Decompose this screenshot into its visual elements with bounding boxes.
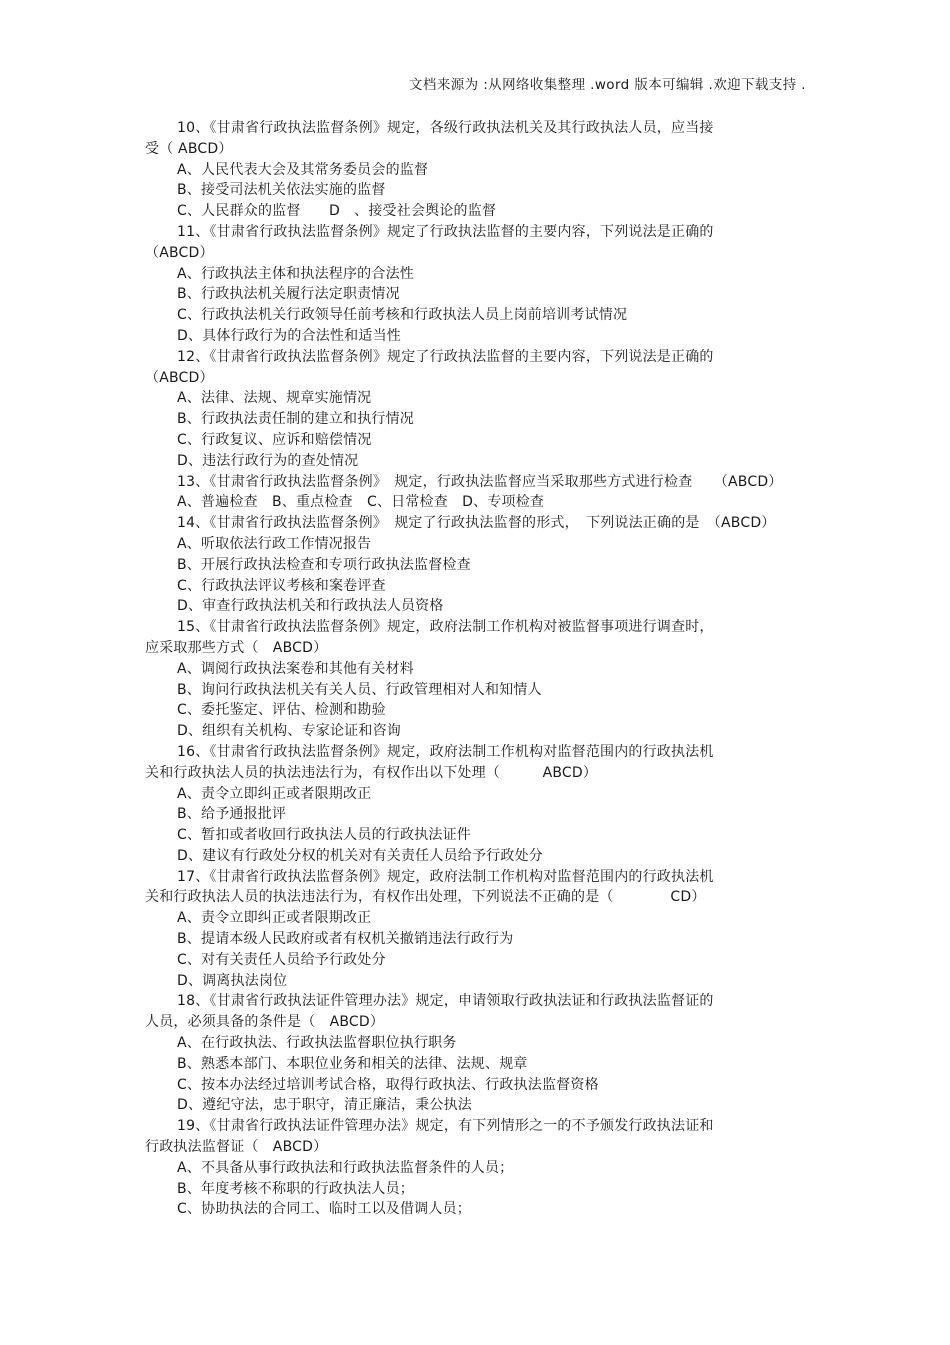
answer-option-line: B、行政执法责任制的建立和执行情况 xyxy=(177,411,415,428)
document-body xyxy=(145,118,783,1220)
answer-option-line: A、不具备从事行政执法和行政执法监督条件的人员； xyxy=(177,1159,514,1176)
question-continuation-line: 行政执法监督证（ ABCD） xyxy=(145,1139,328,1156)
question-line: 18、《甘肃省行政执法证件管理办法》规定，申请领取行政执法证和行政执法监督证的 xyxy=(177,993,714,1010)
answer-option-line: C、人民群众的监督 D 、接受社会舆论的监督 xyxy=(177,203,497,220)
answer-option-line: C、行政执法机关行政领导任前考核和行政执法人员上岗前培训考试情况 xyxy=(177,307,628,324)
answer-option-line: B、给予通报批评 xyxy=(177,806,287,823)
answer-option-line: B、接受司法机关依法实施的监督 xyxy=(177,182,386,199)
question-continuation-line: 人员，必须具备的条件是（ ABCD） xyxy=(145,1014,385,1031)
question-line: 13、《甘肃省行政执法监督条例》 规定，行政执法监督应当采取那些方式进行检查 （ABCD） xyxy=(177,473,783,490)
question-line: 15、《甘肃省行政执法监督条例》规定，政府法制工作机构对被监督事项进行调查时， xyxy=(177,619,714,636)
question-continuation-line: 应采取那些方式（ ABCD） xyxy=(145,639,328,656)
answer-option-line: C、对有关责任人员给予行政处分 xyxy=(177,951,386,968)
question-line: 16、《甘肃省行政执法监督条例》规定，政府法制工作机构对监督范围内的行政执法机 xyxy=(177,743,714,760)
answer-option-line: A、在行政执法、行政执法监督职位执行职务 xyxy=(177,1035,457,1052)
answer-option-line: A、法律、法规、规章实施情况 xyxy=(177,390,372,407)
question-continuation-line: （ABCD） xyxy=(145,244,214,261)
answer-option-line: B、开展行政执法检查和专项行政执法监督检查 xyxy=(177,556,471,573)
question-continuation-line: 关和行政执法人员的执法违法行为，有权作出处理，下列说法不正确的是（ CD） xyxy=(145,889,706,906)
answer-option-line: D、审查行政执法机关和行政执法人员资格 xyxy=(177,598,444,615)
question-continuation-line: 关和行政执法人员的执法违法行为，有权作出以下处理（ ABCD） xyxy=(145,764,598,781)
answer-option-line: C、按本办法经过培训考试合格，取得行政执法、行政执法监督资格 xyxy=(177,1076,599,1093)
question-line: 12、《甘肃省行政执法监督条例》规定了行政执法监督的主要内容，下列说法是正确的 xyxy=(177,348,714,365)
answer-option-line: C、委托鉴定、评估、检测和勘验 xyxy=(177,702,386,719)
question-line: 11、《甘肃省行政执法监督条例》规定了行政执法监督的主要内容，下列说法是正确的 xyxy=(177,223,714,240)
answer-option-line: B、熟悉本部门、本职位业务和相关的法律、法规、规章 xyxy=(177,1055,528,1072)
answer-option-line: D、遵纪守法，忠于职守，清正廉洁，秉公执法 xyxy=(177,1097,472,1114)
answer-option-line: C、协助执法的合同工、临时工以及借调人员； xyxy=(177,1201,471,1218)
answer-option-line: A、人民代表大会及其常务委员会的监督 xyxy=(177,161,429,178)
answer-option-line: B、行政执法机关履行法定职责情况 xyxy=(177,286,400,303)
answer-option-line: D、具体行政行为的合法性和适当性 xyxy=(177,327,401,344)
answer-option-line: D、违法行政行为的查处情况 xyxy=(177,452,359,469)
answer-option-line: A、调阅行政执法案卷和其他有关材料 xyxy=(177,660,414,677)
answer-option-line: C、行政复议、应诉和赔偿情况 xyxy=(177,431,372,448)
answer-option-line: A、听取依法行政工作情况报告 xyxy=(177,535,372,552)
answer-option-line: C、暂扣或者收回行政执法人员的行政执法证件 xyxy=(177,827,471,844)
answer-option-line: B、年度考核不称职的行政执法人员； xyxy=(177,1180,415,1197)
answer-option-line: C、行政执法评议考核和案卷评查 xyxy=(177,577,386,594)
question-line: 10、《甘肃省行政执法监督条例》规定，各级行政执法机关及其行政执法人员，应当接 xyxy=(177,120,714,136)
answer-option-line: D、组织有关机构、专家论证和咨询 xyxy=(177,723,401,740)
answer-option-line: B、询问行政执法机关有关人员、行政管理相对人和知情人 xyxy=(177,681,542,698)
question-line: 19、《甘肃省行政执法证件管理办法》规定，有下列情形之一的不予颁发行政执法证和 xyxy=(177,1118,714,1135)
question-continuation-line: 受（ ABCD） xyxy=(145,140,233,157)
answer-option-line: A、普遍检查 B、重点检查 C、日常检查 D、专项检查 xyxy=(177,494,545,511)
question-line: 14、《甘肃省行政执法监督条例》 规定了行政执法监督的形式， 下列说法正确的是 （ABCD） xyxy=(177,515,776,532)
answer-option-line: A、行政执法主体和执法程序的合法性 xyxy=(177,265,414,282)
question-line: 17、《甘肃省行政执法监督条例》规定，政府法制工作机构对监督范围内的行政执法机 xyxy=(177,868,714,885)
document-header-note: 文档来源为 :从网络收集整理 .word 版本可编辑 .欢迎下载支持 . xyxy=(409,77,806,93)
answer-option-line: A、责令立即纠正或者限期改正 xyxy=(177,910,372,927)
answer-option-line: D、建议有行政处分权的机关对有关责任人员给予行政处分 xyxy=(177,847,543,864)
question-continuation-line: （ABCD） xyxy=(145,369,214,386)
answer-option-line: D、调离执法岗位 xyxy=(177,972,288,989)
answer-option-line: B、提请本级人民政府或者有权机关撤销违法行政行为 xyxy=(177,931,514,948)
answer-option-line: A、责令立即纠正或者限期改正 xyxy=(177,785,372,802)
